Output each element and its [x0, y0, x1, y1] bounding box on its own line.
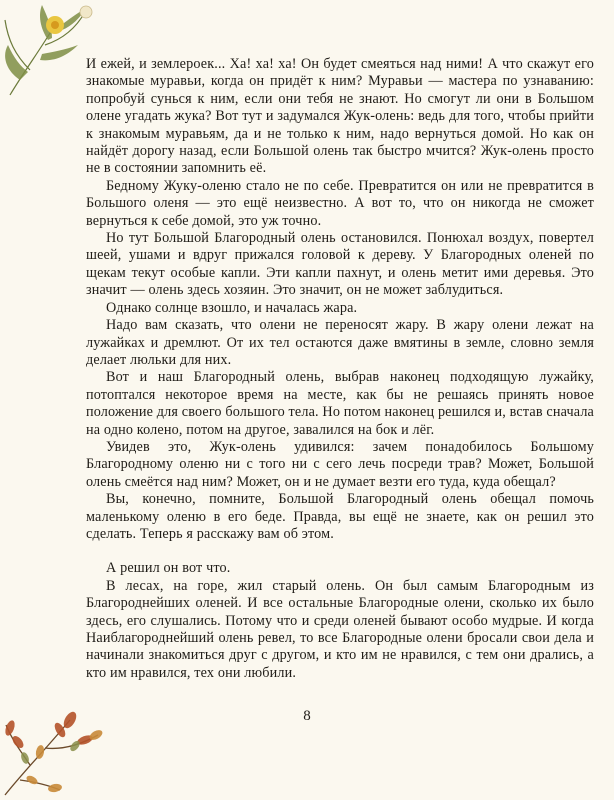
paragraph: Но тут Большой Благородный олень остановился. Понюхал воздух, повертел шеей, ушами и вдруг прижался головой к дереву. У Благородных оленей по щекам текут особые капли. Эти капли пахнут, и олень метит ими деревья. Это значит — олень здесь хозяин. Это значит, он не может заблудиться.	[86, 230, 594, 299]
paragraph: Надо вам сказать, что олени не переносят жару. В жару олени лежат на лужайках и дремлют. От их тел остаются даже вмятины в земле, словно земля делает люльки для них.	[86, 317, 594, 368]
paragraph: Увидев это, Жук-олень удивился: зачем понадобилось Большому Благородному оленю ни с того ни с сего лечь посреди трав? Может, Большой олень смеётся над ним? Может, он и не думает везти его туда, куда обещал?	[86, 438, 594, 490]
paragraph: Вот и наш Благородный олень, выбрав наконец подходящую лужайку, потоптался некоторое время на месте, как бы не решаясь принять новое положение для своего большого тела. Но потом наконец решился и, встав сначала на одно колено, потом на другое, завалился на бок и лёг.	[86, 369, 594, 438]
paragraph: Бедному Жуку-оленю стало не по себе. Превратится он или не превратится в Большого оленя — это ещё неизвестно. А вот то, что он никогда не сможет вернуться к себе домой, это уж точно.	[86, 177, 594, 229]
autumn-branch-illustration-icon	[0, 690, 110, 800]
page-number: 8	[303, 708, 311, 724]
story-text	[86, 56, 594, 682]
paragraph: А решил он вот что.	[106, 560, 231, 577]
paragraph: И ежей, и землероек... Ха! ха! ха! Он будет смеяться над ними! А что скажут его знакомые муравьи, когда он придёт к ним? Муравьи — мастера по узнаванию: попробуй сунься к ним, если они тебя не знают. Но смогут ли они в Большом олене угадать жука? Вот тут и задумался Жук-олень: ведь для того, чтобы прийти к знакомым муравьям, да и не только к ним, надо вернуться домой. Но как он найдёт дорогу назад, если Большой олень так быстро мчится? Жук-олень просто не в состоянии запомнить её.	[86, 56, 594, 177]
paragraph: В лесах, на горе, жил старый олень. Он был самым Благородным из Благороднейших оленей. И все остальные Благородные олени, сколько их было здесь, его слушались. Потому что и среди оленей бывают особо мудрые. И когда Наиблагороднейший олень ревел, то все Благородные олени бросали свои дела и начинали знакомиться друг с другом, и кто им не нравился, с тем они дрались, а кто им нравился, тех они любили.	[86, 577, 594, 681]
paragraph: Вы, конечно, помните, Большой Благородный олень обещал помочь маленькому оленю в его беде. Правда, вы ещё не знаете, как он решил это сделать. Теперь я расскажу вам об этом.	[86, 491, 594, 542]
paragraph: Однако солнце взошло, и началась жара.	[106, 299, 358, 316]
dandelion-illustration-icon	[0, 0, 100, 100]
